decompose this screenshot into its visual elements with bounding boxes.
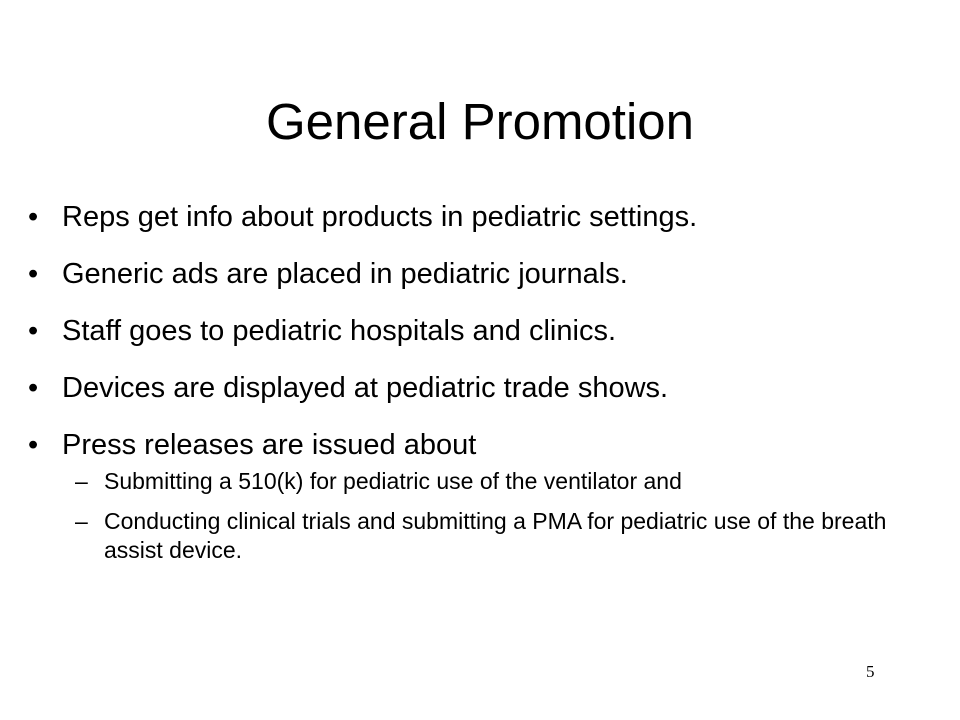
bullet-item <box>28 371 948 405</box>
bullet-marker: • <box>28 429 39 461</box>
bullet-text: Devices are displayed at pediatric trade shows. <box>62 372 669 404</box>
bullet-marker: • <box>28 372 39 404</box>
bullet-item <box>28 314 948 348</box>
bullet-marker: • <box>28 315 39 347</box>
sub-bullet-text: Submitting a 510(k) for pediatric use of the ventilator and <box>104 468 682 494</box>
bullet-text: Staff goes to pediatric hospitals and clinics. <box>62 315 617 347</box>
bullet-item <box>28 428 948 462</box>
sub-bullet-item <box>75 467 948 496</box>
bullet-marker: • <box>28 201 39 233</box>
bullet-item <box>28 200 948 234</box>
bullet-list <box>28 200 948 576</box>
bullet-text: Press releases are issued about <box>62 429 477 461</box>
slide-title: General Promotion <box>265 93 695 150</box>
dash-marker: – <box>75 508 88 534</box>
sub-bullet-text: Conducting clinical trials and submitting a PMA for pediatric use of the breath assist device. <box>104 508 887 563</box>
page-number: 5 <box>866 662 875 681</box>
bullet-marker: • <box>28 258 39 290</box>
bullet-item <box>28 257 948 291</box>
bullet-text: Generic ads are placed in pediatric journals. <box>62 258 628 290</box>
sub-bullet-list <box>28 467 948 565</box>
bullet-text: Reps get info about products in pediatric settings. <box>62 201 698 233</box>
dash-marker: – <box>75 468 88 494</box>
sub-bullet-item <box>75 507 948 565</box>
